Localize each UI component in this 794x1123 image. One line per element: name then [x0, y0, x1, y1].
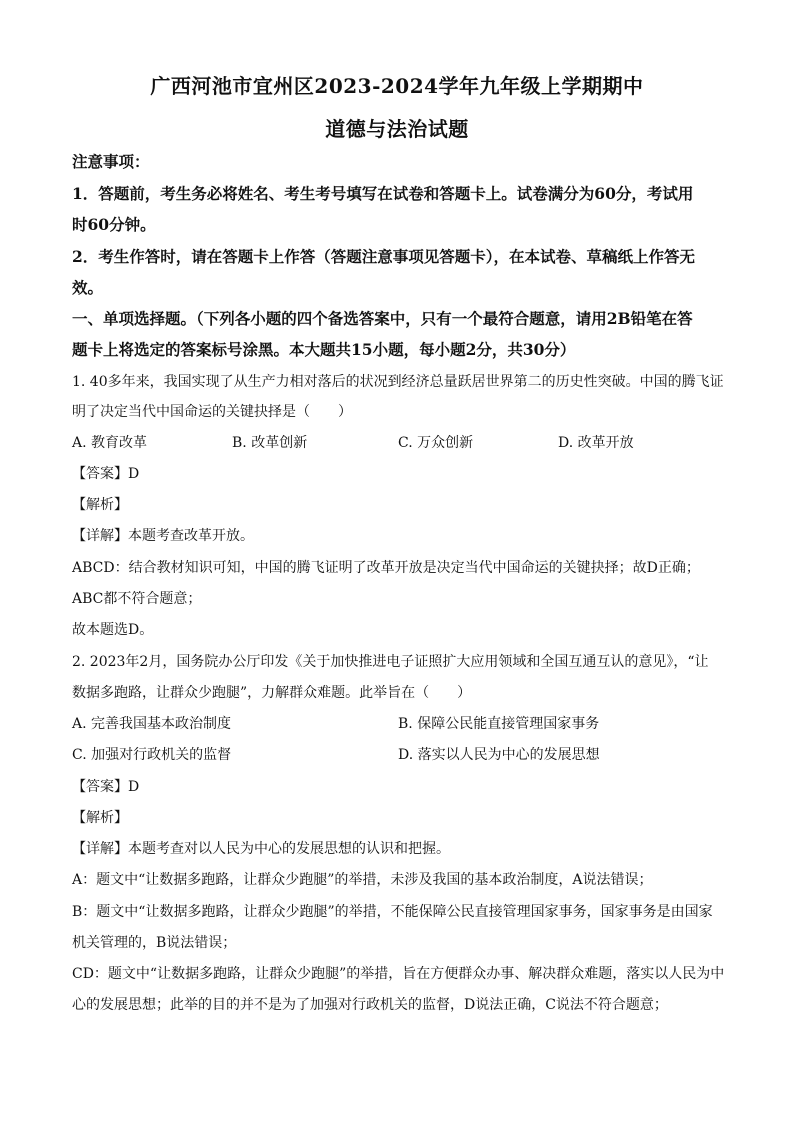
note-1-line-2: 时60分钟。 [72, 215, 156, 234]
q2-option-a: A. 完善我国基本政治制度 [72, 716, 232, 732]
q1-explanation-1: ABCD：结合教材知识可知，中国的腾飞证明了改革开放是决定当代中国命运的关键抉择；故D正确； [72, 560, 700, 576]
title-line-2: 道德与法治试题 [325, 117, 469, 141]
q2-explanation-b-line-1: B：题文中“让数据多跑路，让群众少跑腿”的举措，不能保障公民直接管理国家事务，国家事务是由国家 [72, 904, 713, 920]
q2-stem-line-2: 数据多跑路，让群众少跑腿”，力解群众难题。此举旨在（ ） [72, 685, 472, 701]
note-1-line-1: 1．答题前，考生务必将姓名、考生考号填写在试卷和答题卡上。试卷满分为60分，考试用 [72, 184, 694, 203]
q1-conclusion: 故本题选D。 [72, 622, 154, 638]
q1-stem-line-1: 1. 40多年来，我国实现了从生产力相对落后的状况到经济总量跃居世界第二的历史性突破。中国的腾飞证 [72, 374, 724, 390]
q2-explanation-b-line-2: 机关管理的，B说法错误； [72, 935, 237, 951]
q1-option-a: A. 教育改革 [72, 435, 148, 451]
section-1-line-1: 一、单项选择题。（下列各小题的四个备选答案中，只有一个最符合题意，请用2B铅笔在答 [72, 309, 693, 328]
q2-explanation-a: A：题文中“让数据多跑路，让群众少跑腿”的举措，未涉及我国的基本政治制度，A说法错误； [72, 872, 653, 888]
q1-detail: 【详解】本题考查改革开放。 [72, 528, 254, 544]
note-2-line-2: 效。 [72, 278, 104, 297]
q1-option-d: D. 改革开放 [558, 435, 634, 451]
q1-analysis: 【解析】 [72, 497, 128, 513]
q2-answer: 【答案】D [72, 779, 140, 795]
section-1-line-2: 题卡上将选定的答案标号涂黑。本大题共15小题，每小题2分，共30分） [72, 340, 576, 359]
q2-option-c: C. 加强对行政机关的监督 [72, 747, 232, 763]
q1-option-b: B. 改革创新 [232, 435, 308, 451]
q2-analysis: 【解析】 [72, 810, 128, 826]
q2-detail: 【详解】本题考查对以人民为中心的发展思想的认识和把握。 [72, 841, 450, 857]
q2-option-d: D. 落实以人民为中心的发展思想 [398, 747, 600, 763]
q1-stem-line-2: 明了决定当代中国命运的关键抉择是（ ） [72, 404, 352, 420]
q1-answer: 【答案】D [72, 466, 140, 482]
notes-heading: 注意事项： [72, 152, 150, 171]
q2-stem-line-1: 2. 2023年2月，国务院办公厅印发《关于加快推进电子证照扩大应用领域和全国互通互认的意见》，“让 [72, 654, 709, 670]
q1-option-c: C. 万众创新 [398, 435, 474, 451]
q2-explanation-cd-line-1: CD：题文中“让数据多跑路，让群众少跑腿”的举措，旨在方便群众办事、解决群众难题，落实以人民为中 [72, 966, 725, 982]
q1-explanation-2: ABC都不符合题意； [72, 591, 202, 607]
note-2-line-1: 2．考生作答时，请在答题卡上作答（答题注意事项见答题卡），在本试卷、草稿纸上作答无 [72, 247, 696, 266]
q2-option-b: B. 保障公民能直接管理国家事务 [398, 716, 600, 732]
q2-explanation-cd-line-2: 心的发展思想；此举的目的并不是为了加强对行政机关的监督，D说法正确，C说法不符合题意； [72, 997, 668, 1013]
title-line-1: 广西河池市宜州区2023-2024学年九年级上学期期中 [150, 74, 644, 98]
